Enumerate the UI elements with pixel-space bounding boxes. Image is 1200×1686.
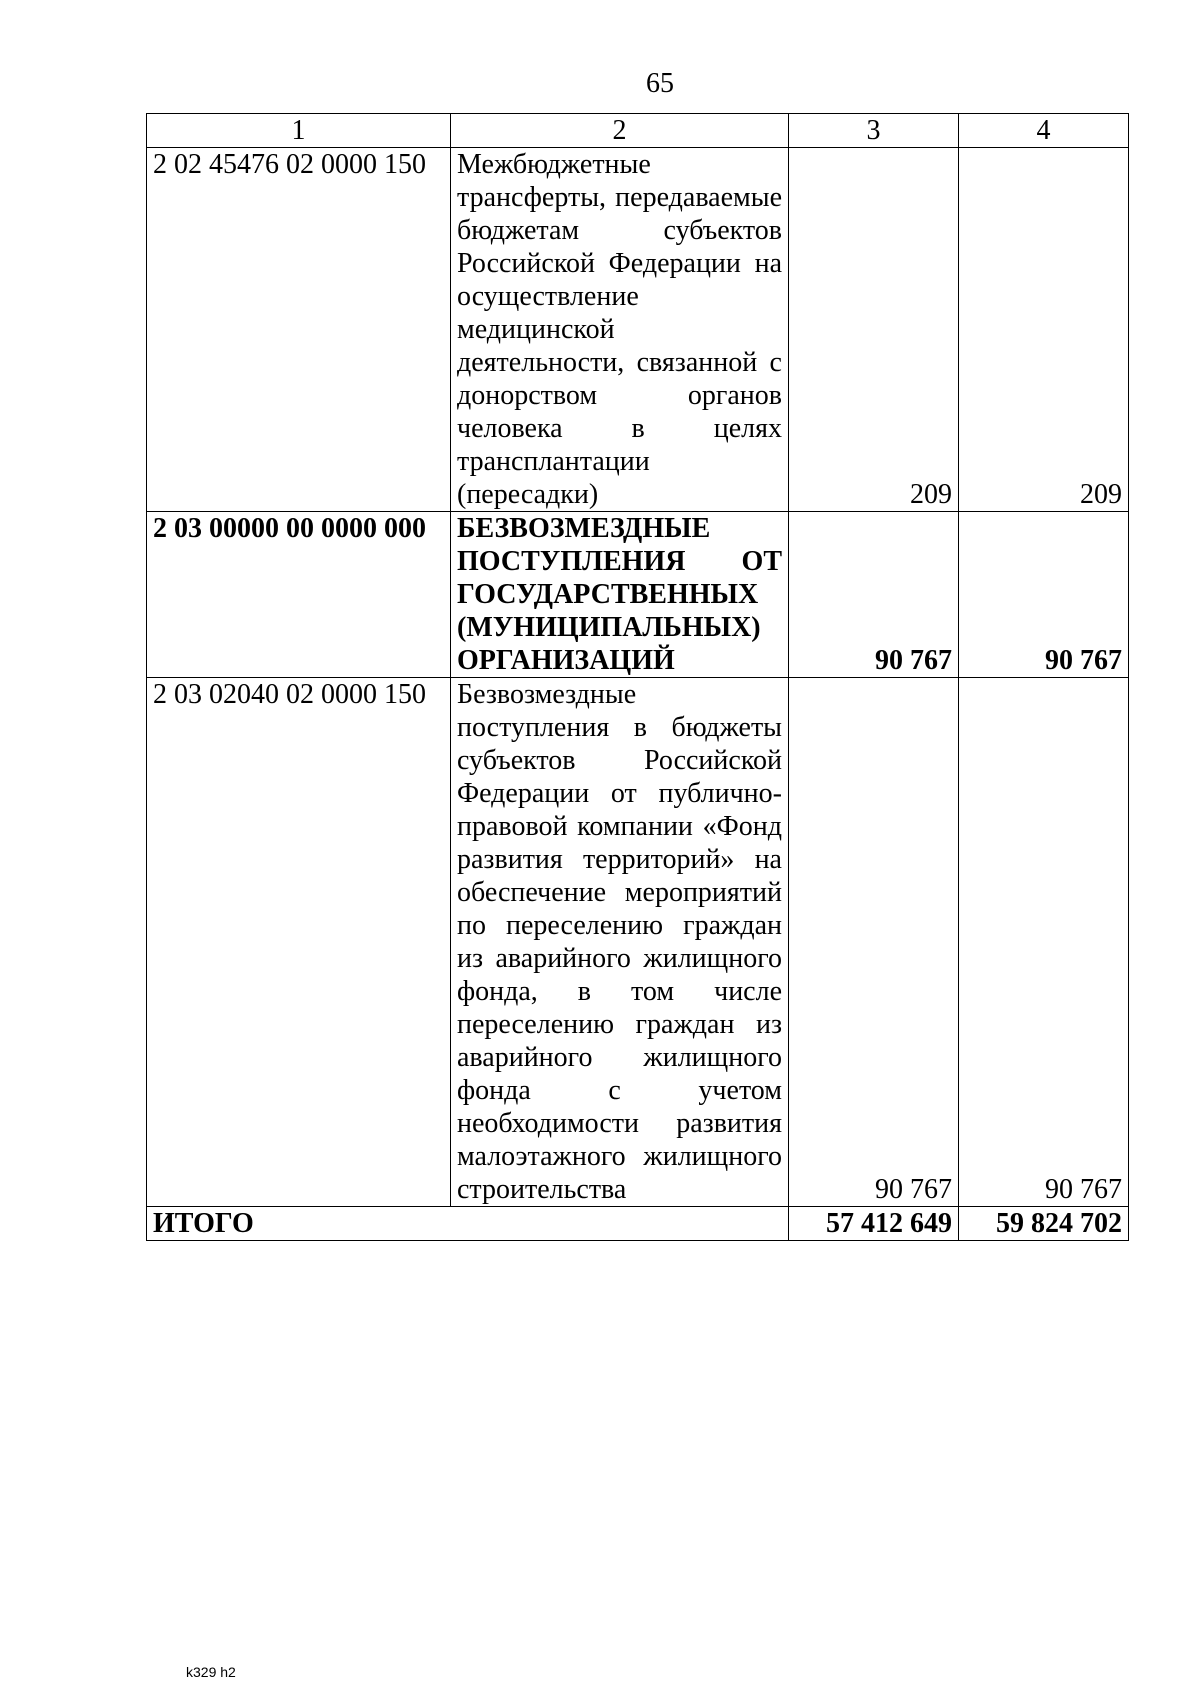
- table-row: [147, 148, 1129, 512]
- revenue-name-cell: Безвозмездные поступления в бюджеты субъектов Российской Федерации от публично-правовой компании «Фонд развития территорий» на обеспечение мероприятий по переселению граждан из аварийного жилищного фонда, в том числе переселению граждан из аварийного жилищного фонда с учетом необходимости развития малоэтажного жилищного строительства: [451, 678, 789, 1207]
- revenue-name-cell: Межбюджетные трансферты, передаваемые бюджетам субъектов Российской Федерации на осуществление медицинской деятельности, связанной с донорством органов человека в целях трансплантации (пересадки): [451, 148, 789, 512]
- budget-revenue-table: [146, 113, 1129, 1241]
- value-col3-cell: 90 767: [789, 678, 959, 1207]
- total-col3-cell: 57 412 649: [789, 1207, 959, 1241]
- page-number: 65: [646, 68, 674, 99]
- value-col4-cell: 209: [959, 148, 1129, 512]
- value-col4-cell: 90 767: [959, 678, 1129, 1207]
- value-col3-cell: 90 767: [789, 512, 959, 678]
- total-row: [147, 1207, 1129, 1241]
- column-header-1: 1: [147, 114, 451, 148]
- value-col3-cell: 209: [789, 148, 959, 512]
- table-row: [147, 678, 1129, 1207]
- footer-document-code: k329 h2: [186, 1664, 236, 1680]
- budget-code-cell: 2 02 45476 02 0000 150: [147, 148, 451, 512]
- value-col4-cell: 90 767: [959, 512, 1129, 678]
- table-header-row: [147, 114, 1129, 148]
- column-header-2: 2: [451, 114, 789, 148]
- table-row: [147, 512, 1129, 678]
- column-header-3: 3: [789, 114, 959, 148]
- budget-code-cell: 2 03 02040 02 0000 150: [147, 678, 451, 1207]
- total-label: ИТОГО: [147, 1207, 789, 1241]
- total-col4-cell: 59 824 702: [959, 1207, 1129, 1241]
- column-header-4: 4: [959, 114, 1129, 148]
- revenue-name-cell: БЕЗВОЗМЕЗДНЫЕ ПОСТУПЛЕНИЯ ОТ ГОСУДАРСТВЕННЫХ (МУНИЦИПАЛЬНЫХ) ОРГАНИЗАЦИЙ: [451, 512, 789, 678]
- budget-code-cell: 2 03 00000 00 0000 000: [147, 512, 451, 678]
